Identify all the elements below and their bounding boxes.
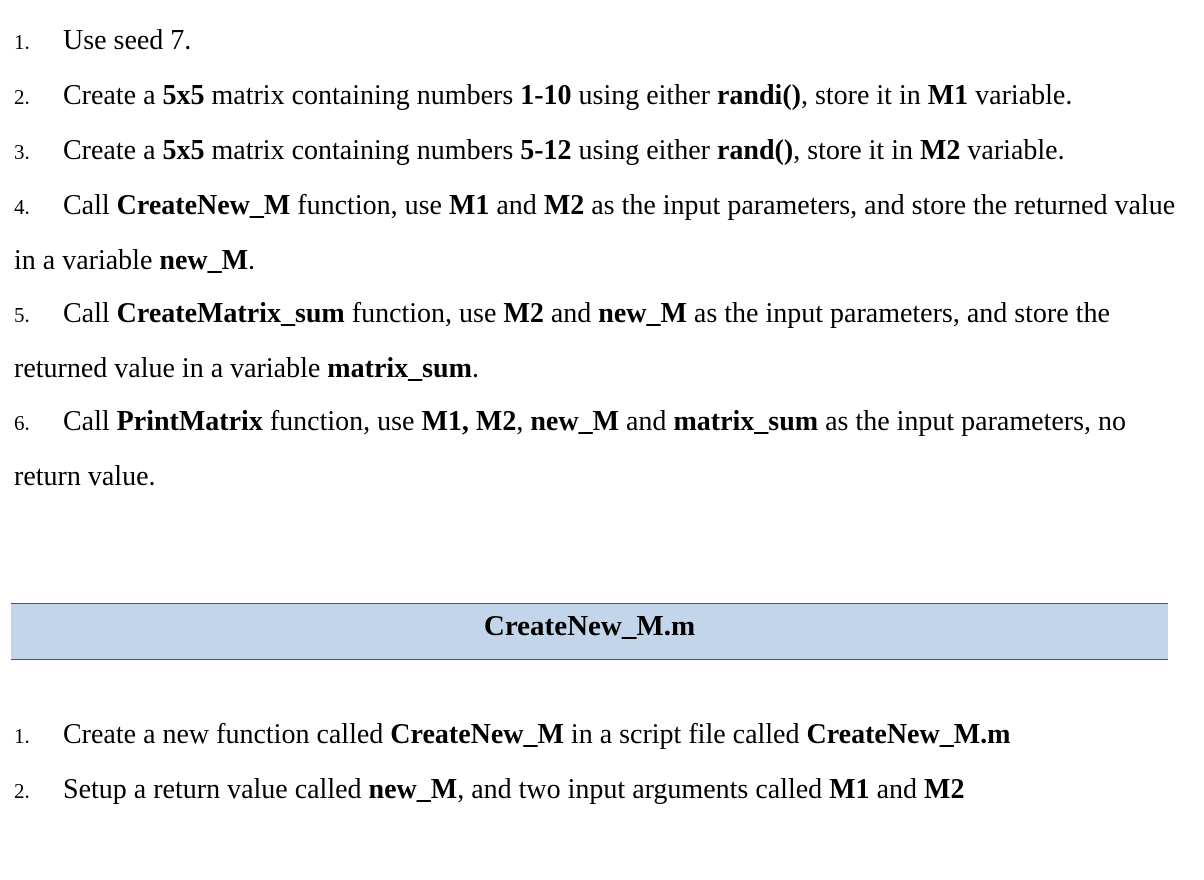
step-text: function, use [344,298,504,329]
step-text: Call [63,190,117,221]
list-item [14,179,1179,287]
step-keyword: 1-10 [520,80,572,111]
step-number: 3. [14,140,30,164]
step-number: 1. [14,724,30,748]
step-keyword: M2 [503,298,544,329]
step-text: , and two input arguments called [457,774,830,805]
step-text: function, use [262,406,422,437]
step-text: . [471,353,479,384]
step-keyword: CreateNew_M [116,190,291,221]
step-keyword: rand() [716,135,794,166]
step-keyword: 5x5 [162,80,205,111]
list-item [14,708,1179,763]
step-number: 5. [14,303,30,327]
step-text: Call [63,406,117,437]
step-keyword: CreateNew_M [390,719,564,750]
step-number: 2. [14,85,30,109]
step-keyword: new_M [598,298,687,329]
step-text: and [489,190,544,221]
list-item [14,14,1179,69]
step-text: , [516,406,531,437]
step-keyword: M1 [829,774,870,805]
step-text: . [248,245,256,276]
step-keyword: PrintMatrix [116,406,263,437]
step-keyword: 5x5 [162,135,205,166]
step-keyword: CreateNew_M.m [806,719,1011,750]
step-text: as the input parameters, no return value. [14,406,1126,492]
step-keyword: M1 [448,190,490,221]
step-text: , store it in [800,80,928,111]
step-keyword: matrix_sum [673,406,819,437]
step-text: matrix containing numbers [204,80,521,111]
step-text: and [543,298,599,329]
step-text: variable. [960,135,1065,166]
step-text: using either [571,135,717,166]
list-item [14,395,1179,503]
function-steps-list [14,708,1179,818]
step-keyword: M2 [543,190,585,221]
step-number: 4. [14,195,30,219]
list-item [14,287,1179,395]
step-number: 1. [14,30,30,54]
step-keyword: M2 [919,135,961,166]
step-keyword: new_M [530,406,619,437]
step-text: Call [63,298,117,329]
step-text: variable. [968,80,1073,111]
step-text: and [869,774,925,805]
step-text: in a script file called [563,719,807,750]
step-number: 6. [14,411,30,435]
step-text: function, use [290,190,449,221]
step-keyword: 5-12 [520,135,572,166]
step-text: Use seed 7. [63,25,192,56]
section-title: CreateNew_M.m [483,610,696,642]
step-text: as the input parameters, and store the returned value in a variable [14,298,1110,384]
step-keyword: randi() [716,80,801,111]
list-item [14,124,1179,179]
step-keyword: M1, M2 [421,406,517,437]
step-keyword: matrix_sum [327,353,472,384]
step-keyword: CreateMatrix_sum [116,298,345,329]
step-keyword: M1 [927,80,969,111]
step-text: matrix containing numbers [204,135,521,166]
list-item [14,763,1179,818]
step-text: Create a [63,135,163,166]
step-text: and [619,406,674,437]
step-text: Setup a return value called [63,774,369,805]
step-keyword: new_M [368,774,458,805]
step-keyword: M2 [924,774,965,805]
step-text: Create a new function called [63,719,391,750]
step-text: using either [571,80,717,111]
main-steps-list [14,14,1179,503]
list-item [14,69,1179,124]
section-header-createnew-m [11,603,1168,660]
step-text: as the input parameters, and store the returned value in a variable [14,190,1176,276]
step-keyword: new_M [159,245,249,276]
step-text: Create a [63,80,163,111]
step-text: , store it in [793,135,920,166]
step-number: 2. [14,779,30,803]
